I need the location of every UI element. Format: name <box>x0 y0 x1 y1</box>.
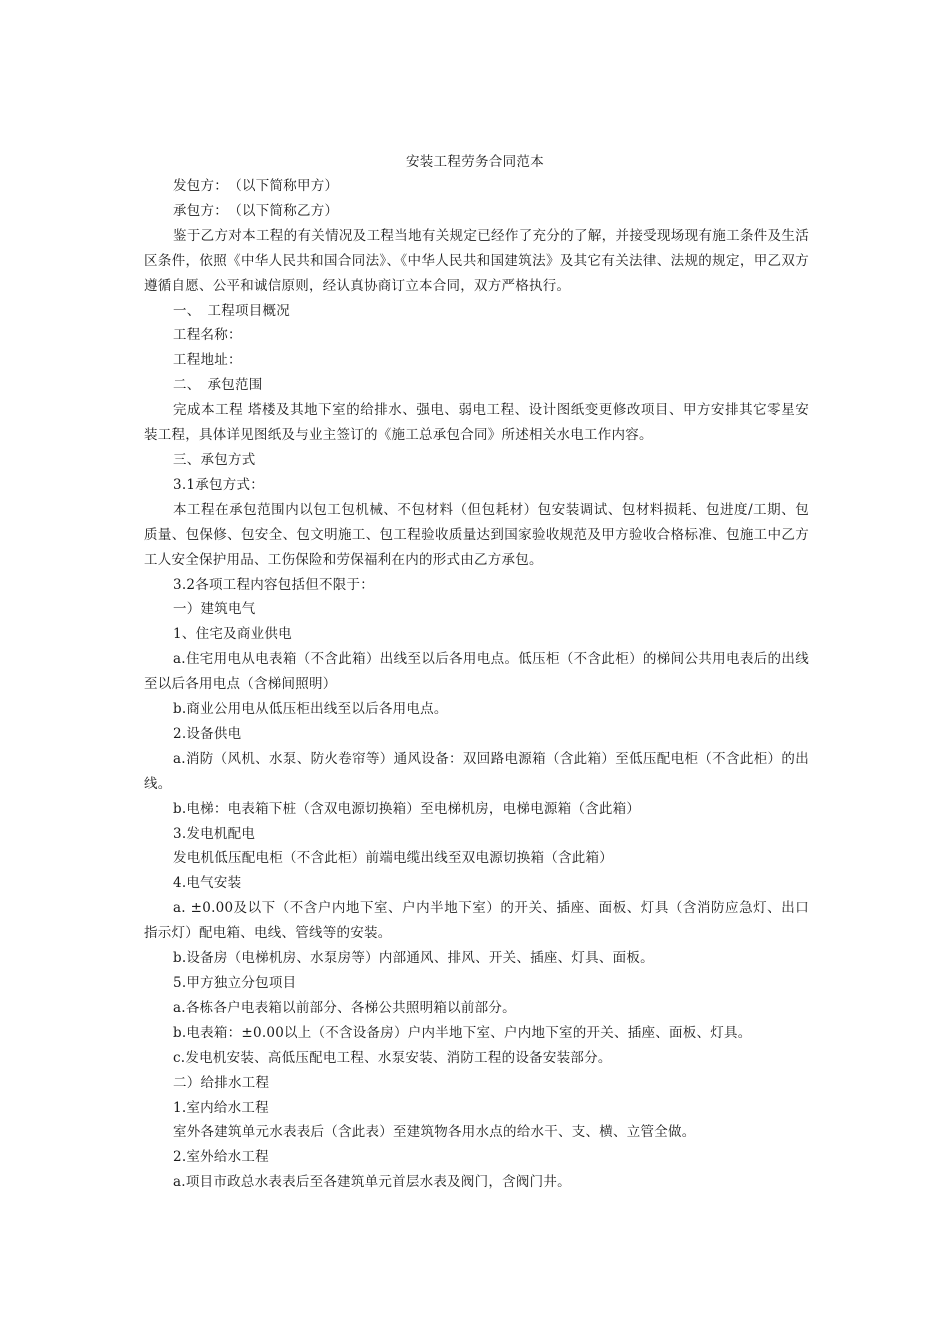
list-item: c.发电机安装、高低压配电工程、水泵安装、消防工程的设备安装部分。 <box>173 1049 612 1066</box>
list-item: a.住宅用电从电表箱（不含此箱）出线至以后各用电点。低压柜（不含此柜）的梯间公共用电表后的出线至以后各用电点（含梯间照明） <box>144 651 809 693</box>
list-item: a.各栋各户电表箱以前部分、各梯公共照明箱以前部分。 <box>173 999 516 1016</box>
item-heading: 3.发电机配电 <box>173 825 256 842</box>
contract-method-paragraph: 本工程在承包范围内以包工包机械、不包材料（但包耗材）包安装调试、包材料损耗、包进度/工期、包质量、包保修、包安全、包文明施工、包工程验收质量达到国家验收规范及甲方验收合格标准、包施工中乙方工人安全保护用品、工伤保险和劳保福利在内的形式由乙方承包。 <box>144 501 809 568</box>
list-item: 室外各建筑单元水表表后（含此表）至建筑物各用水点的给水干、支、横、立管全做。 <box>173 1124 696 1141</box>
item-heading: 5.甲方独立分包项目 <box>173 975 297 991</box>
list-item: a. ±0.00及以下（不含户内地下室、户内半地下室）的开关、插座、面板、灯具（含消防应急灯、出口指示灯）配电箱、电线、管线等的安装。 <box>144 900 809 942</box>
item-heading: 2.室外给水工程 <box>173 1149 269 1166</box>
scope-paragraph: 完成本工程 塔楼及其地下室的给排水、强电、弱电工程、设计图纸变更修改项目、甲方安排其它零星安装工程，具体详见图纸及与业主签订的《施工总承包合同》所述相关水电工作内容。 <box>144 402 809 444</box>
subsection-heading: 3.2各项工程内容包括但不限于： <box>173 576 374 593</box>
list-item: b.电表箱：±0.00以上（不含设备房）户内半地下室、户内地下室的开关、插座、面板、灯具。 <box>173 1024 752 1041</box>
section-heading: 一、 工程项目概况 <box>173 302 290 319</box>
item-heading: 1、住宅及商业供电 <box>173 626 292 643</box>
category-heading: 一）建筑电气 <box>173 601 256 618</box>
list-item: b.设备房（电梯机房、水泵房等）内部通风、排风、开关、插座、灯具、面板。 <box>173 950 654 967</box>
preamble-paragraph: 鉴于乙方对本工程的有关情况及工程当地有关规定已经作了充分的了解，并接受现场现有施工条件及生活区条件，依照《中华人民共和国合同法》、《中华人民共和国建筑法》及其它有关法律、法规的规定，甲乙双方遵循自愿、公平和诚信原则，经认真协商订立本合同，双方严格执行。 <box>144 227 809 294</box>
party-b-line: 承包方： （以下简称乙方） <box>173 202 339 219</box>
list-item: b.电梯：电表箱下桩（含双电源切换箱）至电梯机房，电梯电源箱（含此箱） <box>173 800 641 817</box>
section-heading: 三、承包方式 <box>173 451 256 468</box>
document-title: 安装工程劳务合同范本 <box>406 154 544 170</box>
list-item: 发电机低压配电柜（不含此柜）前端电缆出线至双电源切换箱（含此箱） <box>173 850 613 867</box>
item-heading: 2.设备供电 <box>173 725 242 742</box>
project-name-line: 工程名称： <box>173 327 242 344</box>
category-heading: 二）给排水工程 <box>173 1074 270 1091</box>
party-a-line: 发包方： （以下简称甲方） <box>173 178 339 194</box>
item-heading: 4.电气安装 <box>173 875 242 892</box>
item-heading: 1.室内给水工程 <box>173 1099 269 1116</box>
list-item: b.商业公用电从低压柜出线至以后各用电点。 <box>173 701 448 718</box>
document-body <box>144 174 809 1195</box>
list-item: a.项目市政总水表表后至各建筑单元首层水表及阀门，含阀门井。 <box>173 1174 571 1191</box>
project-address-line: 工程地址： <box>173 352 242 369</box>
section-heading: 二、 承包范围 <box>173 377 263 394</box>
list-item: a.消防（风机、水泵、防火卷帘等）通风设备：双回路电源箱（含此箱）至低压配电柜（不含此柜）的出线。 <box>144 750 809 792</box>
subsection-heading: 3.1承包方式： <box>173 476 264 493</box>
